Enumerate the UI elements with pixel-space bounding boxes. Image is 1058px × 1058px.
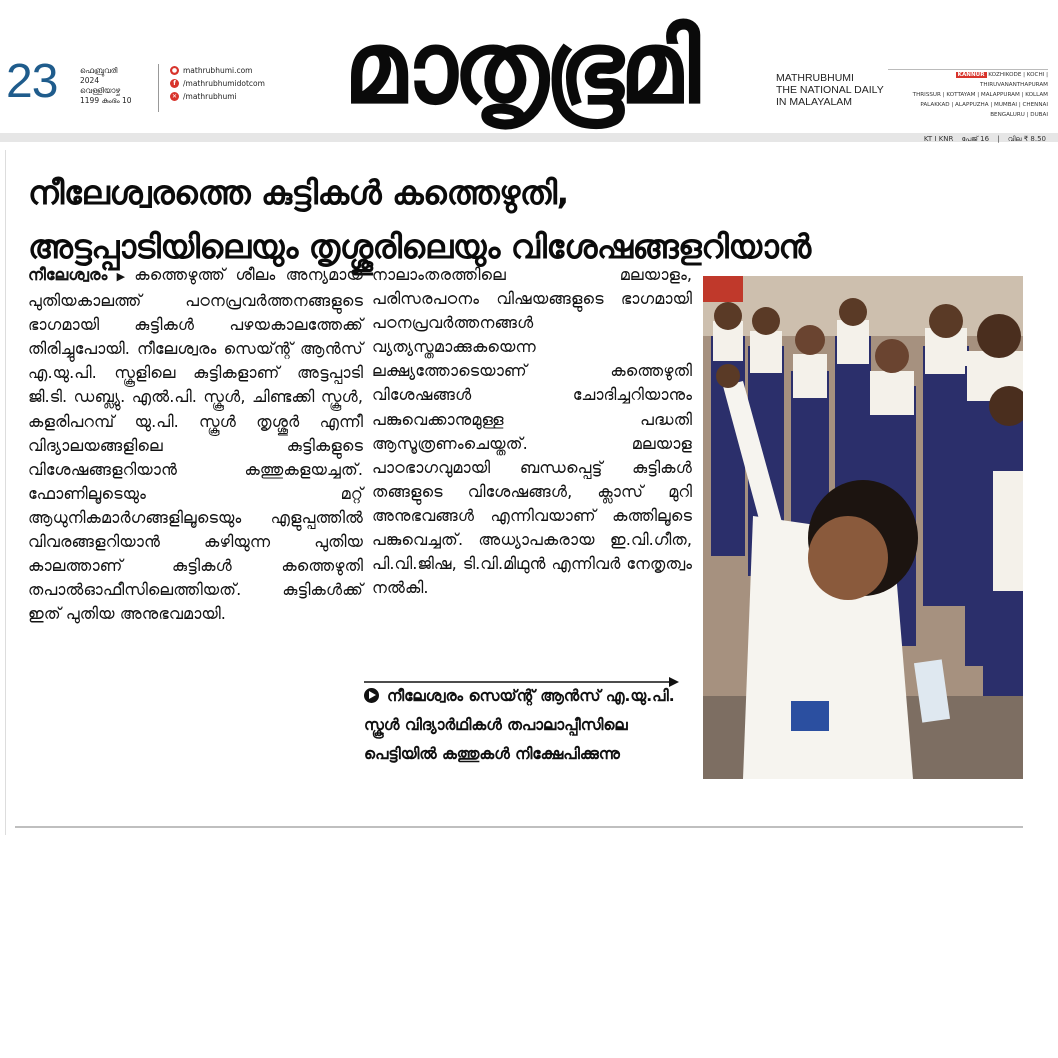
photo-caption bbox=[364, 682, 684, 769]
play-icon bbox=[364, 688, 379, 703]
editions-line: KOZHIKODE | KOCHI | THIRUVANANTHAPURAM bbox=[980, 72, 1048, 88]
article-photo bbox=[703, 276, 1023, 779]
social-link-text: /mathrubhumi bbox=[183, 92, 237, 101]
bottom-rule bbox=[15, 826, 1023, 828]
masthead-bar bbox=[0, 133, 1058, 142]
date-malayalam-era: 1199 കുംഭം 10 bbox=[80, 96, 132, 105]
tagline-line: IN MALAYALAM bbox=[776, 96, 853, 108]
article-column-2 bbox=[372, 263, 692, 600]
date-year: 2024 bbox=[80, 76, 100, 85]
social-link-text: /mathrubhumidotcom bbox=[183, 79, 265, 88]
issue-meta: KT I KNR പേജ് 16 | വില ₹ 8.50 bbox=[923, 135, 1046, 143]
newspaper-logo: മാതൃഭൂമി bbox=[343, 9, 697, 126]
social-link-x[interactable] bbox=[170, 90, 265, 103]
editions-line: BENGALURU | DUBAI bbox=[990, 112, 1048, 118]
date-weekday: വെള്ളിയാഴ്ച bbox=[80, 86, 121, 95]
social-link-web[interactable] bbox=[170, 64, 265, 77]
masthead bbox=[0, 0, 1058, 135]
page-count: പേജ് 16 bbox=[961, 135, 990, 143]
x-icon: ✕ bbox=[171, 93, 178, 100]
headline-line: നീലേശ്വരത്തെ കുട്ടികൾ കത്തെഴുതി, bbox=[28, 173, 569, 212]
globe-icon: ● bbox=[171, 67, 178, 74]
article-column-1 bbox=[28, 263, 363, 626]
headline-line: അട്ടപ്പാടിയിലെയും തൃശ്ശൂരിലെയും വിശേഷങ്ങളറിയാൻ bbox=[28, 227, 811, 266]
date-details bbox=[80, 66, 132, 106]
date-month: ഫെബ്രുവരി bbox=[80, 66, 118, 75]
edition-badge: KANNUR bbox=[957, 72, 985, 78]
date-number: 23 bbox=[6, 55, 58, 108]
tagline-line: THE NATIONAL DAILY bbox=[776, 84, 884, 96]
triangle-right-icon: ▶ bbox=[111, 270, 131, 283]
column-rule bbox=[5, 150, 6, 835]
editions-list bbox=[888, 70, 1048, 120]
dateline: നീലേശ്വരം bbox=[28, 265, 108, 284]
body-text: നാലാംതരത്തിലെ മലയാളം, പരിസരപഠനം വിഷയങ്ങളുടെ ഭാഗമായി പഠനപ്രവർത്തനങ്ങൾ വ്യത്യസ്തമാക്കുകയെന്ന ലക്ഷ്യത്തോടെയാണ് കത്തെഴുതി വിശേഷങ്ങൾ ചോദിച്ചറിയാനും പങ്കുവെക്കാനുമുള്ള പദ്ധതി ആസൂത്രണംചെയ്തത്. മലയാള പാഠഭാഗവുമായി ബന്ധപ്പെട്ട് കുട്ടികൾ തങ്ങളുടെ വിശേഷങ്ങൾ, ക്ലാസ് മുറി അനുഭവങ്ങൾ എന്നിവയാണ് കത്തിലൂടെ പങ്കുവെച്ചത്. അധ്യാപകരായ ഇ.വി.ഗീത, പി.വി.ജിഷ, ടി.വി.മിഥുൻ എന്നിവർ നേതൃത്വം നൽകി. bbox=[372, 265, 692, 598]
body-text: കത്തെഴുത്ത് ശീലം അന്യമായ പുതിയകാലത്ത് പഠനപ്രവർത്തനങ്ങളുടെ ഭാഗമായി കുട്ടികൾ പഴയകാലത്തേക്ക് തിരിച്ചുപോയി. നീലേശ്വരം സെയ്ന്റ് ആൻസ് എ.യു.പി. സ്കൂളിലെ കുട്ടികളാണ് അട്ടപ്പാടി ജി.ടി. ഡബ്ല്യു. എൽ.പി. സ്കൂൾ, ചിണ്ടക്കി സ്കൂൾ, കളരിപറമ്പ് യു.പി. സ്കൂൾ തൃശ്ശൂർ എന്നീ വിദ്യാലയങ്ങളിലെ കുട്ടികളുടെ വിശേഷങ്ങളറിയാൻ കത്തുകളയച്ചത്. ഫോണിലൂടെയും മറ്റ് ആധുനികമാർഗങ്ങളിലൂടെയും എളുപ്പത്തിൽ വിവരങ്ങളറിയാൻ കഴിയുന്ന പുതിയ കാലത്താണ് കുട്ടികൾ കത്തെഴുതി തപാൽഓഫീസിലെത്തിയത്. കുട്ടികൾക്ക് ഇത് പുതിയ അനുഭവമായി. bbox=[28, 265, 363, 624]
tagline-line: MATHRUBHUMI bbox=[776, 72, 854, 84]
photo-illustration bbox=[703, 276, 1023, 779]
price: വില ₹ 8.50 bbox=[1007, 135, 1046, 143]
social-links bbox=[170, 64, 265, 103]
headline bbox=[28, 166, 1028, 274]
caption-text: നീലേശ്വരം സെയ്ന്റ് ആൻസ് എ.യു.പി. സ്കൂൾ വിദ്യാർഥികൾ തപാലാപ്പീസിലെ പെട്ടിയിൽ കത്തുകൾ നിക്ഷേപിക്കുന്നു bbox=[364, 687, 675, 763]
edition-code: KT I KNR bbox=[923, 135, 954, 143]
facebook-icon: f bbox=[170, 79, 179, 88]
masthead-divider bbox=[158, 64, 159, 112]
tagline bbox=[776, 72, 884, 108]
editions-line: THRISSUR | KOTTAYAM | MALAPPURAM | KOLLAM bbox=[912, 92, 1048, 98]
social-link-text: mathrubhumi.com bbox=[183, 66, 253, 75]
editions-line: PALAKKAD | ALAPPUZHA | MUMBAI | CHENNAI bbox=[920, 102, 1048, 108]
social-link-facebook[interactable] bbox=[170, 77, 265, 90]
